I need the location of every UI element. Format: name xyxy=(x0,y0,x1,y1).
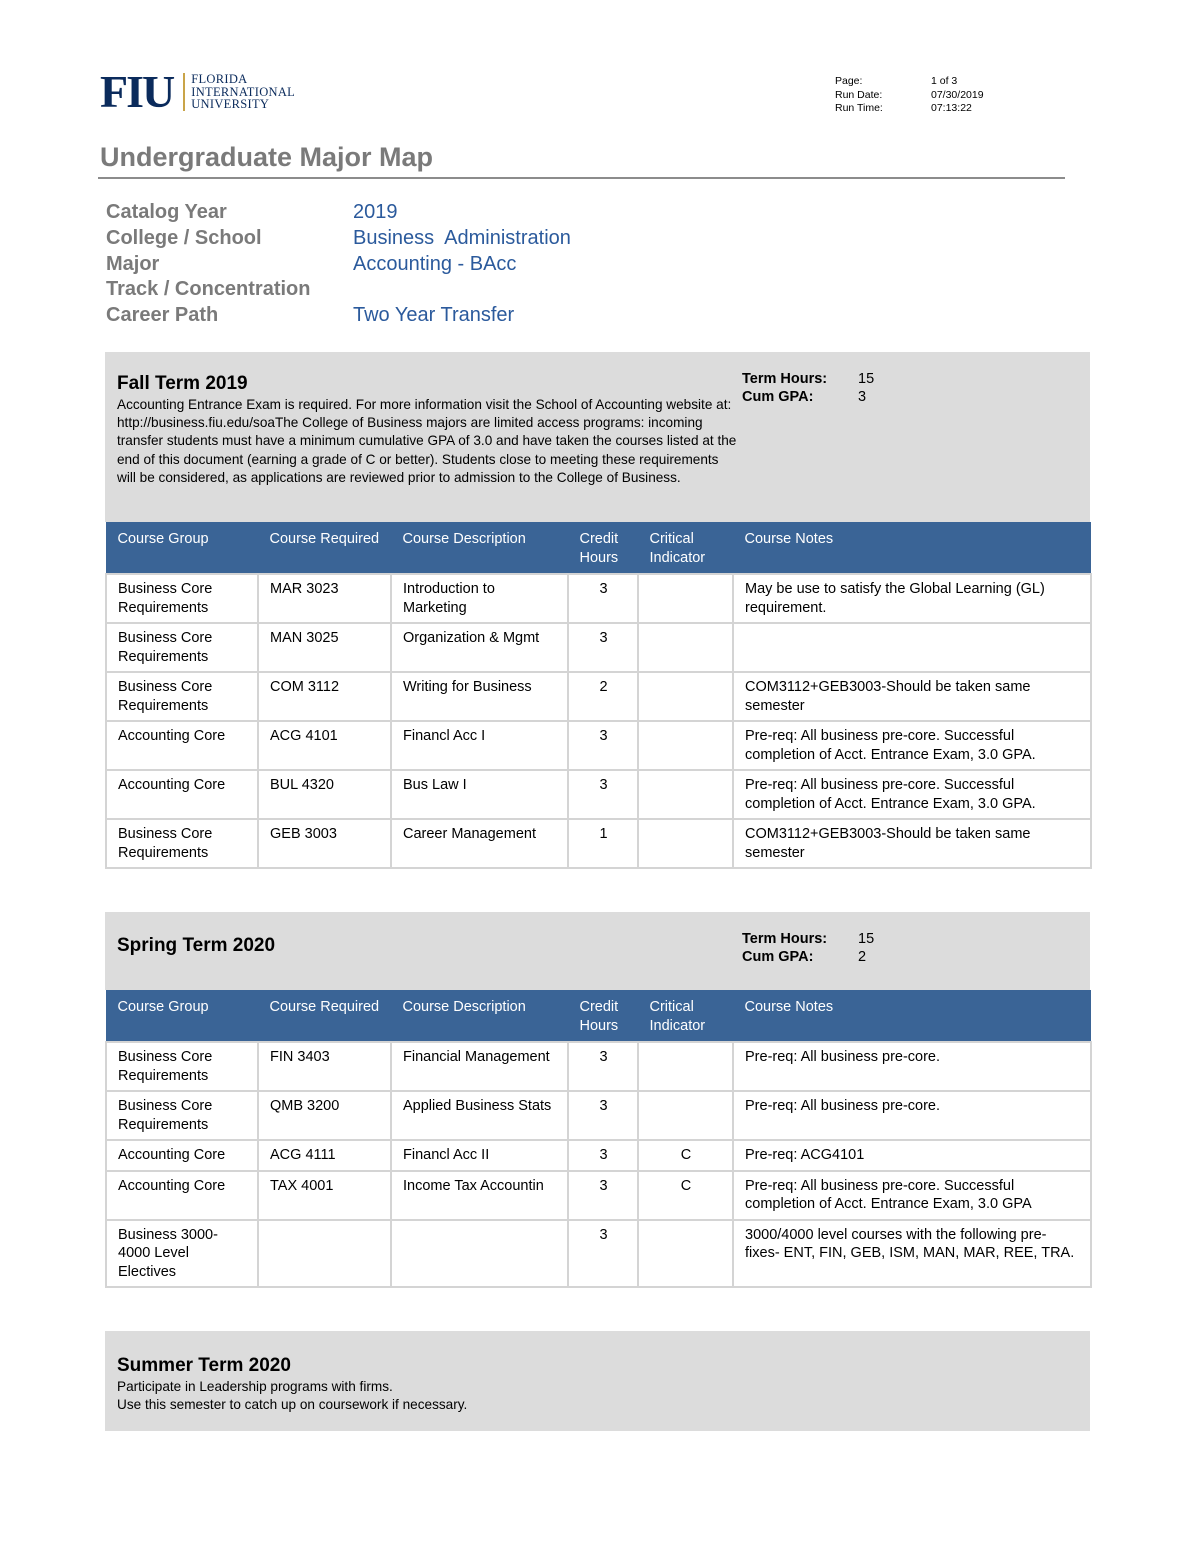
cell-critical: C xyxy=(638,1171,733,1220)
info-label: College / School xyxy=(106,226,262,249)
term-spring-2020 xyxy=(105,912,1090,1288)
table-row xyxy=(106,819,1091,868)
cell-notes: Pre-req: All business pre-core. Successful completion of Acct. Entrance Exam, 3.0 GPA. xyxy=(733,721,1091,770)
program-info xyxy=(106,200,571,329)
info-track xyxy=(106,277,571,303)
term-header xyxy=(105,1331,1090,1428)
cell-course: QMB 3200 xyxy=(258,1091,391,1140)
term-header xyxy=(105,352,1090,522)
info-label: Catalog Year xyxy=(106,201,227,223)
col-course-description: Course Description xyxy=(391,522,568,574)
col-course-description: Course Description xyxy=(391,990,568,1042)
info-value: Business Administration xyxy=(353,226,571,249)
cell-credit: 1 xyxy=(568,819,638,868)
meta-label: Run Time: xyxy=(835,102,883,114)
term-note: Accounting Entrance Exam is required. For more information visit the School of Accounting website at: http://business.fiu.edu/soaThe College of Business majors are limited access programs: incoming transfer students must have a minimum cumulative GPA of 3.0 and have taken the courses listed at the end of this document (earning a grade of C or better). Students close to meeting these requirements will be considered, as applications are reviewed prior to admission to the College of Business. xyxy=(117,397,737,485)
cell-critical xyxy=(638,1042,733,1091)
stat-value: 15 xyxy=(858,931,875,947)
table-row xyxy=(106,721,1091,770)
term-stats xyxy=(742,370,874,406)
logo-line-3: UNIVERSITY xyxy=(191,97,270,112)
cell-credit: 3 xyxy=(568,721,638,770)
table-row xyxy=(106,1042,1091,1091)
cell-group: Accounting Core xyxy=(106,1140,258,1171)
cell-course: COM 3112 xyxy=(258,672,391,721)
cell-critical xyxy=(638,1220,733,1288)
meta-run-time xyxy=(835,102,984,116)
cell-course: ACG 4101 xyxy=(258,721,391,770)
cell-course: MAR 3023 xyxy=(258,574,391,623)
stat-label: Term Hours: xyxy=(742,371,828,387)
col-critical-indicator: Critical Indicator xyxy=(638,990,733,1042)
run-meta xyxy=(835,75,984,116)
cell-notes: Pre-req: All business pre-core. Successful completion of Acct. Entrance Exam, 3.0 GPA. xyxy=(733,770,1091,819)
meta-value: 07:13:22 xyxy=(931,102,972,114)
cell-critical xyxy=(638,672,733,721)
cell-course xyxy=(258,1220,391,1288)
cell-critical xyxy=(638,623,733,672)
cell-course: GEB 3003 xyxy=(258,819,391,868)
term-header xyxy=(105,912,1090,990)
cell-notes: COM3112+GEB3003-Should be taken same semester xyxy=(733,672,1091,721)
cell-description: Career Management xyxy=(391,819,568,868)
table-row xyxy=(106,1091,1091,1140)
logo-mark: FIU xyxy=(100,66,174,117)
cell-credit: 3 xyxy=(568,1140,638,1171)
cell-notes xyxy=(733,623,1091,672)
info-major xyxy=(106,252,571,278)
title-divider xyxy=(98,177,1065,179)
stat-value: 3 xyxy=(858,389,867,405)
cell-notes: Pre-req: All business pre-core. Successful completion of Acct. Entrance Exam, 3.0 GPA xyxy=(733,1171,1091,1220)
info-value: 2019 xyxy=(353,201,398,223)
col-course-required: Course Required xyxy=(258,522,391,574)
cell-group: Business Core Requirements xyxy=(106,574,258,623)
info-label: Major xyxy=(106,252,160,275)
cell-description: Applied Business Stats xyxy=(391,1091,568,1140)
cell-description: Financl Acc I xyxy=(391,721,568,770)
course-table xyxy=(105,522,1092,869)
cell-critical xyxy=(638,574,733,623)
col-course-group: Course Group xyxy=(106,522,258,574)
cell-description: Financial Management xyxy=(391,1042,568,1091)
course-table xyxy=(105,990,1092,1288)
cell-critical xyxy=(638,721,733,770)
cell-credit: 3 xyxy=(568,770,638,819)
logo-line-2: INTERNATIONAL xyxy=(191,84,296,99)
cell-group: Business Core Requirements xyxy=(106,1091,258,1140)
info-label: Career Path xyxy=(106,304,219,327)
stat-label: Cum GPA: xyxy=(742,949,814,965)
table-row xyxy=(106,574,1091,623)
table-header-row xyxy=(106,990,1091,1042)
meta-value: 1 of 3 xyxy=(931,75,958,87)
cell-critical xyxy=(638,819,733,868)
term-title: Spring Term 2020 xyxy=(117,935,276,956)
cum-gpa xyxy=(742,948,874,966)
cell-credit: 3 xyxy=(568,1171,638,1220)
cell-group: Business Core Requirements xyxy=(106,1042,258,1091)
cell-notes: Pre-req: All business pre-core. xyxy=(733,1042,1091,1091)
cell-notes: COM3112+GEB3003-Should be taken same semester xyxy=(733,819,1091,868)
term-title: Summer Term 2020 xyxy=(117,1355,291,1376)
cell-critical xyxy=(638,1091,733,1140)
col-course-notes: Course Notes xyxy=(733,990,1091,1042)
logo-line-1: FLORIDA xyxy=(191,72,248,87)
table-row xyxy=(106,770,1091,819)
info-value: Two Year Transfer xyxy=(353,304,515,327)
term-note-line-1: Participate in Leadership programs with firms. xyxy=(117,1379,393,1394)
meta-label: Page: xyxy=(835,75,863,87)
fiu-logo xyxy=(100,66,296,117)
info-value: Accounting - BAcc xyxy=(353,252,517,275)
cell-description: Income Tax Accountin xyxy=(391,1171,568,1220)
cell-credit: 2 xyxy=(568,672,638,721)
term-summer-2020 xyxy=(105,1331,1090,1431)
col-course-required: Course Required xyxy=(258,990,391,1042)
info-college xyxy=(106,226,571,252)
cell-group: Business 3000-4000 Level Electives xyxy=(106,1220,258,1288)
cum-gpa xyxy=(742,388,874,406)
term-note-line-2: Use this semester to catch up on coursework if necessary. xyxy=(117,1397,468,1413)
cell-notes: Pre-req: All business pre-core. xyxy=(733,1091,1091,1140)
table-row xyxy=(106,672,1091,721)
cell-description: Writing for Business xyxy=(391,672,568,721)
stat-value: 15 xyxy=(858,371,875,387)
col-credit-hours: Credit Hours xyxy=(568,522,638,574)
term-hours xyxy=(742,930,874,948)
cell-course: TAX 4001 xyxy=(258,1171,391,1220)
term-fall-2019 xyxy=(105,352,1090,869)
meta-run-date xyxy=(835,89,984,103)
cell-notes: Pre-req: ACG4101 xyxy=(733,1140,1091,1171)
term-hours xyxy=(742,370,874,388)
info-catalog-year xyxy=(106,200,571,226)
cell-course: BUL 4320 xyxy=(258,770,391,819)
cell-group: Business Core Requirements xyxy=(106,819,258,868)
logo-wordmark xyxy=(191,73,295,111)
col-credit-hours: Credit Hours xyxy=(568,990,638,1042)
cell-group: Accounting Core xyxy=(106,1171,258,1220)
cell-notes: 3000/4000 level courses with the following pre-fixes- ENT, FIN, GEB, ISM, MAN, MAR, REE, TRA. xyxy=(733,1220,1091,1288)
stat-label: Cum GPA: xyxy=(742,389,814,405)
table-header-row xyxy=(106,522,1091,574)
cell-group: Business Core Requirements xyxy=(106,672,258,721)
col-critical-indicator: Critical Indicator xyxy=(638,522,733,574)
col-course-group: Course Group xyxy=(106,990,258,1042)
term-title: Fall Term 2019 xyxy=(117,373,248,394)
table-row xyxy=(106,1220,1091,1288)
cell-description: Organization & Mgmt xyxy=(391,623,568,672)
term-stats xyxy=(742,930,874,966)
stat-value: 2 xyxy=(858,949,867,965)
info-career-path xyxy=(106,303,571,329)
cell-group: Accounting Core xyxy=(106,721,258,770)
cell-course: FIN 3403 xyxy=(258,1042,391,1091)
cell-description: Bus Law I xyxy=(391,770,568,819)
cell-description: Financl Acc II xyxy=(391,1140,568,1171)
page-title: Undergraduate Major Map xyxy=(100,142,434,172)
cell-course: ACG 4111 xyxy=(258,1140,391,1171)
meta-value: 07/30/2019 xyxy=(931,88,984,101)
cell-course: MAN 3025 xyxy=(258,623,391,672)
cell-credit: 3 xyxy=(568,574,638,623)
col-course-notes: Course Notes xyxy=(733,522,1091,574)
cell-credit: 3 xyxy=(568,1220,638,1288)
logo-divider xyxy=(183,73,185,111)
cell-critical: C xyxy=(638,1140,733,1171)
table-row xyxy=(106,1140,1091,1171)
info-label: Track / Concentration xyxy=(106,278,311,301)
table-row xyxy=(106,1171,1091,1220)
cell-notes: May be use to satisfy the Global Learning (GL) requirement. xyxy=(733,574,1091,623)
cell-description xyxy=(391,1220,568,1288)
table-row xyxy=(106,623,1091,672)
cell-critical xyxy=(638,770,733,819)
stat-label: Term Hours: xyxy=(742,931,828,947)
meta-page xyxy=(835,75,984,89)
cell-description: Introduction to Marketing xyxy=(391,574,568,623)
meta-label: Run Date: xyxy=(835,88,883,101)
cell-credit: 3 xyxy=(568,1042,638,1091)
cell-credit: 3 xyxy=(568,623,638,672)
cell-group: Business Core Requirements xyxy=(106,623,258,672)
cell-credit: 3 xyxy=(568,1091,638,1140)
cell-group: Accounting Core xyxy=(106,770,258,819)
